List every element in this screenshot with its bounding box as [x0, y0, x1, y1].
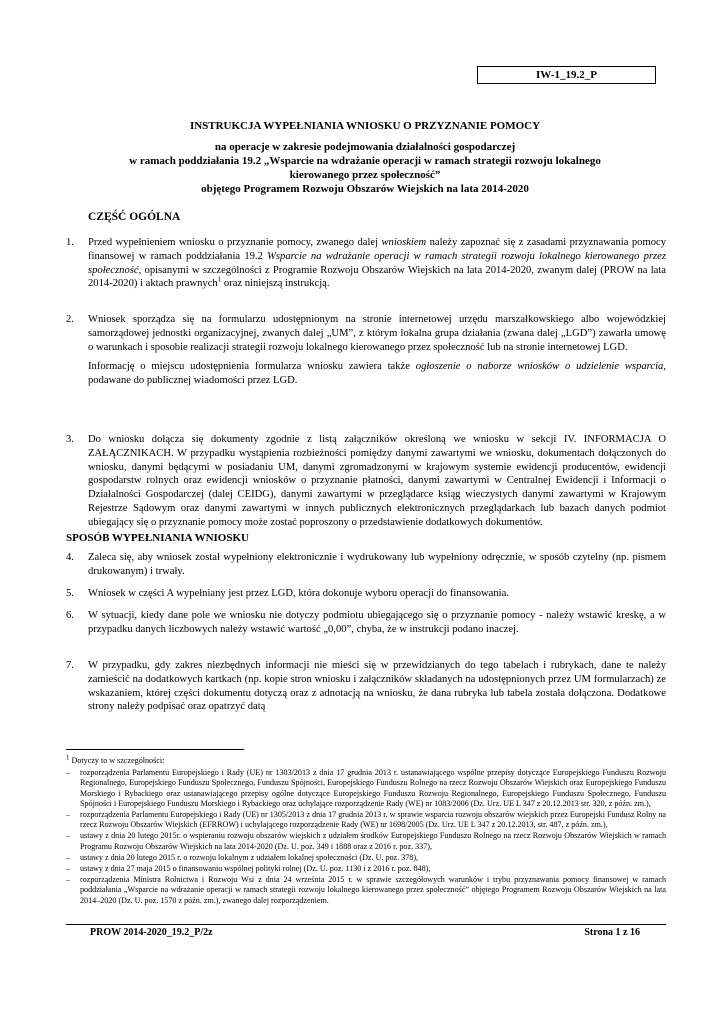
list-item	[66, 313, 666, 425]
footnote-list-item	[66, 864, 666, 874]
item-number: 3.	[66, 434, 74, 445]
document-id-box: IW-1_19.2_P	[477, 66, 656, 84]
footnote-text: ustawy z dnia 20 lutego 2015r. o wspieraniu rozwoju obszarów wiejskich z udziałem środków Europejskiego Funduszu Rolnego na rzecz Rozwoju Obszarów Wiejskich w ramach Programu Rozwoju Obszarów Wiejskich na lata 2014-2020 (Dz. U. poz. 349 i 1888 oraz z 2016 r. poz. 337),	[80, 831, 666, 851]
subtitle-line: kierowanego przez społeczność”	[289, 169, 441, 181]
paragraph	[88, 360, 666, 388]
footnote-divider	[66, 749, 244, 750]
dash-bullet: –	[66, 875, 71, 885]
text-run: Informację o miejscu udostępnienia formularza wniosku zawiera także	[88, 361, 416, 373]
footnote-text: rozporządzenia Ministra Rolnictwa i Rozwoju Wsi z dnia 24 września 2015 r. w sprawie szczegółowych warunków i trybu przyznawania pomocy finansowej w ramach poddziałania „Wsparcie na wdrażanie operacji w ramach strategii rozwoju lokalnego kierowanego przez społeczność” objętego Programem Rozwoju Obszarów Wiejskich na lata 2014–2020 (Dz. U. poz. 1570 z późn. zm.), zwanego dalej rozporządzeniem.	[80, 875, 666, 905]
list-item	[66, 236, 666, 305]
dash-bullet: –	[66, 768, 71, 778]
item-text: Do wniosku dołącza się dokumenty zgodnie z listą załączników określoną we wniosku w sekcji IV. INFORMACJA O ZAŁĄCZNIKACH. W przypadku wystąpienia rozbieżności pomiędzy danymi zawartymi we wniosku, dokumentach dołączonych do wniosku, danymi będącymi w posiadaniu UM, danymi zgromadzonymi w krajowym systemie ewidencji producentów, ewidencji gospodarstw rolnych oraz ewidencji wniosków o przyznanie płatności, danymi zawartymi w Centralnej Ewidencji i Informacji o Działalności Gospodarczej (dalej CEIDG), danymi zawartymi w przeglądarce ksiąg wieczystych danymi zawartymi w Krajowym Rejestrze Sądowym oraz danymi zawartymi w innych publicznych elektronicznych przeglądarkach lub bazach danych podmiot ubiegający się o przyznanie pomocy może zostać poproszony o przedstawienie dodatkowych dokumentów.	[88, 434, 666, 528]
dash-bullet: –	[66, 810, 71, 820]
text-run: oraz niniejszą instrukcją.	[221, 278, 330, 290]
text-run: , podawane do publicznej wiadomości przez LGD.	[88, 361, 666, 387]
item-number: 1.	[66, 237, 74, 248]
item-text	[88, 236, 666, 305]
italic-term: wnioskiem	[381, 237, 427, 248]
footnote-text: ustawy z dnia 20 lutego 2015 r. o rozwoju lokalnym z udziałem lokalnej społeczności (Dz. U. poz. 378),	[80, 852, 419, 862]
footnote-list-item	[66, 875, 666, 906]
footnote-list-item	[66, 810, 666, 830]
subtitle-line: w ramach poddziałania 19.2 „Wsparcie na wdrażanie operacji w ramach strategii rozwoju lokalnego	[129, 155, 601, 167]
footnote-reference[interactable]: 1	[217, 275, 222, 284]
italic-term: Wsparcie na wdrażanie operacji w ramach strategii rozwoju lokalnego kierowanego przez społeczność	[88, 250, 666, 276]
footnote-list-item	[66, 831, 666, 851]
subtitle-line: objętego Programem Rozwoju Obszarów Wiejskich na lata 2014-2020	[201, 183, 529, 195]
italic-term: ogłoszenie o naborze wniosków o udzielenie wsparcia	[415, 361, 664, 373]
list-item	[66, 551, 666, 579]
item-text: Wniosek w części A wypełniany jest przez LGD, która dokonuje wyboru operacji do finansowania.	[88, 588, 509, 599]
section-heading-general: CZĘŚĆ OGÓLNA	[88, 211, 181, 223]
item-text: W przypadku, gdy zakres niezbędnych informacji nie mieści się w przewidzianych do tego tabelach i rubrykach, dane te należy zamieścić na dodatkowych kartkach (np. kopie stron wniosku i załączników składanych na udostępnionych przez UM formularzach) ze wskazaniem, której części dokumentu dotyczą oraz z adnotacją na wniosku, że dana rubryka lub tabela została dołączona. Dodatkowe strony należy podpisać oraz opatrzyć datą	[88, 660, 666, 713]
item-number: 5.	[66, 588, 74, 599]
footnote-heading-text: Dotyczy to w szczególności:	[69, 756, 165, 765]
text-run: należy zapoznać się z zasadami przyznawania pomocy finansowej w ramach poddziałania 19.2	[88, 237, 666, 262]
document-subtitle	[60, 140, 670, 196]
item-text: W sytuacji, kiedy dane pole we wniosku nie dotyczy podmiotu ubiegającego się o przyznanie pomocy - należy wstawić kreskę, a w przypadku danych liczbowych należy wstawić wartość „0,00”, chyba, że w instrukcji podano inaczej.	[88, 610, 666, 635]
page-footer	[66, 924, 666, 938]
footnote-marker: 1	[66, 753, 70, 762]
dash-bullet: –	[66, 864, 71, 874]
text-run: , opisanymi w szczególności z Programie Rozwoju Obszarów Wiejskich na lata 2014-2020, zwanym dalej (PROW na lata 2014-2020) i aktach prawnych	[88, 264, 666, 290]
general-section-list	[66, 236, 666, 580]
item-number: 4.	[66, 552, 74, 563]
subtitle-line: na operacje w zakresie podejmowania działalności gospodarczej	[214, 141, 516, 153]
item-text: Zaleca się, aby wniosek został wypełniony elektronicznie i wydrukowany lub wypełniony odręcznie, w sposób czytelny (np. pismem drukowanym) i trwały.	[88, 552, 666, 577]
item-number: 7.	[66, 660, 74, 671]
list-item	[66, 659, 666, 715]
footnote-heading	[66, 753, 666, 766]
filling-section-list	[66, 551, 666, 723]
document-title: INSTRUKCJA WYPEŁNIANIA WNIOSKU O PRZYZNANIE POMOCY	[189, 120, 541, 132]
footer-form-code: PROW 2014-2020_19.2_P/2z	[90, 927, 213, 938]
page-number: Strona 1 z 16	[584, 927, 640, 938]
dash-bullet: –	[66, 831, 71, 841]
footnote-text: ustawy z dnia 27 maja 2015 o finansowaniu wspólnej polityki rolnej (Dz. U. poz. 1130 i z 2016 r. poz. 848),	[80, 864, 431, 874]
item-number: 6.	[66, 610, 74, 621]
footnote-block	[66, 753, 666, 907]
paragraph: Wniosek sporządza się na formularzu udostępnionym na stronie internetowej urzędu marszałkowskiego albo wojewódzkiej samorządowej jednostki organizacyjnej, zwanych dalej „UM”, z którym lokalna grupa działania (zwana dalej „LGD”) zawarła umowę o warunkach i sposobie realizacji strategii rozwoju lokalnego kierowanego przez społeczność lub na stronie internetowej LGD.	[88, 314, 666, 353]
item-text	[88, 313, 666, 425]
text-run: Przed wypełnieniem wniosku o przyznanie pomocy, zwanego dalej	[88, 237, 382, 248]
section-heading-filling: SPOSÓB WYPEŁNIANIA WNIOSKU	[66, 532, 249, 544]
footnote-list-item	[66, 853, 666, 863]
item-number: 2.	[66, 314, 74, 325]
footnote-text: rozporządzenia Parlamentu Europejskiego i Rady (UE) nr 1305/2013 z dnia 17 grudnia 2013 r. w sprawie wsparcia rozwoju obszarów wiejskich przez Europejski Fundusz Rolny na rzecz Rozwoju Obszarów Wiejskich (EFRROW) i uchylającego rozporządzenie Rady (WE) nr 1698/2005 (Dz. Urz. UE L 347 z 20.12.2013, str. 487, z późn. zm.),	[80, 810, 666, 830]
list-item	[66, 609, 666, 651]
footnote-text: rozporządzenia Parlamentu Europejskiego i Rady (UE) nr 1303/2013 z dnia 17 grudnia 2013 r. ustanawiającego wspólne przepisy dotyczące Europejskiego Funduszu Rozwoju Regionalnego, Europejskiego Funduszu Społecznego, Funduszu Spójności, Europejskiego Funduszu Rolnego na rzecz Rozwoju Obszarów Wiejskich oraz Europejskiego Funduszu Morskiego i Rybackiego oraz ustanawiającego przepisy ogólne dotyczące Europejskiego Funduszu Rozwoju Regionalnego, Europejskiego Funduszu Społecznego, Funduszu Spójności i Europejskiego Funduszu Morskiego i Rybackiego oraz uchylające rozporządzenie Rady (WE) nr 1083/2006 (Dz. Urz. UE L 347 z 20.12.2013 str. 320, z późn. zm.),	[80, 768, 666, 808]
footnote-list-item	[66, 768, 666, 809]
dash-bullet: –	[66, 852, 71, 862]
list-item	[66, 587, 666, 601]
